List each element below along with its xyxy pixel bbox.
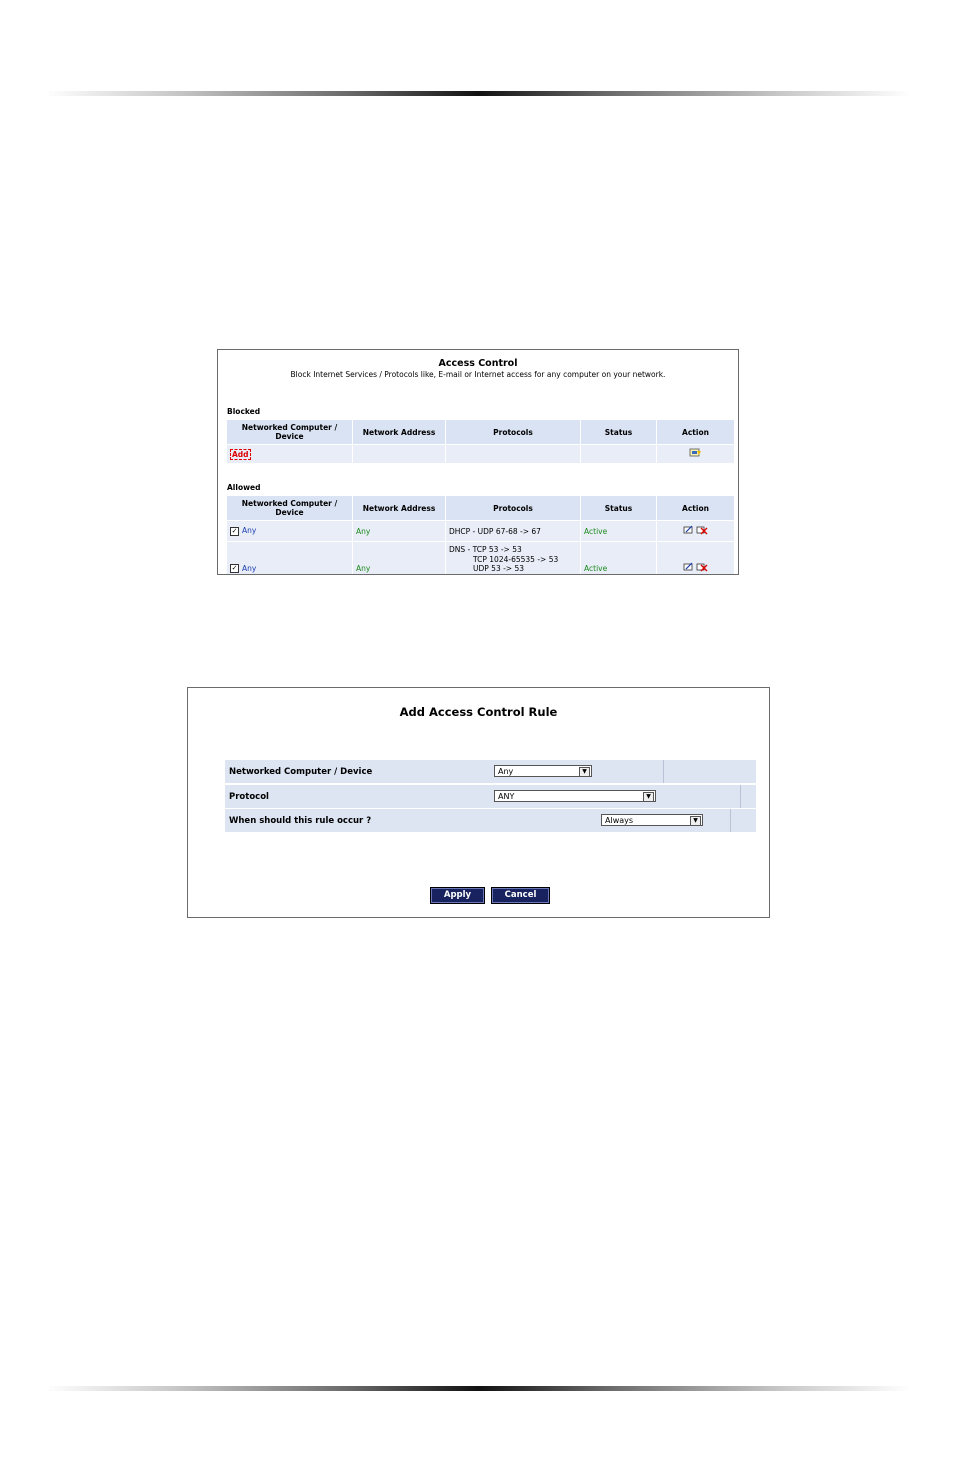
protocol-select-value: ANY — [498, 792, 515, 801]
cell-divider — [730, 809, 731, 832]
column-header: Action — [657, 420, 734, 444]
add-rule-panel — [187, 687, 770, 918]
schedule-label: When should this rule occur ? — [229, 816, 372, 826]
edit-icon[interactable] — [683, 562, 694, 572]
table-header-row — [227, 496, 734, 520]
chevron-down-icon: ▼ — [690, 816, 701, 826]
protocols: DHCP - UDP 67-68 -> 67 — [446, 521, 580, 541]
enable-checkbox[interactable]: ✓ — [231, 526, 238, 535]
schedule-select[interactable] — [601, 814, 703, 826]
protocol-row — [225, 785, 756, 808]
top-divider — [45, 91, 911, 96]
chevron-down-icon: ▼ — [643, 792, 654, 802]
table-header-row — [227, 420, 734, 444]
column-header: Networked Computer / Device — [227, 420, 352, 444]
device-label: Networked Computer / Device — [229, 767, 373, 777]
dialog-title: Add Access Control Rule — [399, 705, 558, 719]
network-address: Any — [353, 542, 445, 575]
network-address: Any — [353, 521, 445, 541]
column-header: Network Address — [353, 420, 445, 444]
chevron-down-icon: ▼ — [579, 767, 590, 777]
protocols — [446, 542, 580, 575]
protocol-line: TCP 1024-65535 -> 53 — [473, 554, 559, 564]
device-select-value: Any — [498, 767, 514, 776]
column-header: Status — [581, 420, 656, 444]
allowed-section-label: Allowed — [227, 483, 261, 492]
add-link[interactable]: Add — [232, 449, 249, 459]
protocol-select[interactable] — [494, 790, 656, 802]
column-header: Network Address — [353, 496, 445, 520]
delete-icon[interactable] — [696, 525, 708, 535]
column-header: Networked Computer / Device — [227, 496, 352, 520]
cancel-button[interactable]: Cancel — [491, 887, 550, 904]
protocol-line: UDP 53 -> 53 — [473, 564, 525, 574]
page-title: Access Control — [438, 358, 518, 369]
protocol-label: Protocol — [229, 792, 269, 802]
status: Active — [581, 542, 656, 575]
delete-icon[interactable] — [696, 562, 708, 572]
device-select[interactable] — [494, 765, 592, 777]
column-header: Protocols — [446, 420, 580, 444]
protocol-line: DNS - TCP 53 -> 53 — [449, 545, 522, 555]
device-row — [225, 760, 756, 783]
allowed-table — [226, 495, 735, 575]
cell-divider — [663, 760, 664, 783]
device-name: Any — [242, 563, 257, 573]
bottom-divider — [45, 1386, 911, 1391]
table-row — [227, 542, 734, 575]
status: Active — [581, 521, 656, 541]
column-header: Action — [657, 496, 734, 520]
blocked-table — [226, 419, 735, 464]
access-control-panel — [217, 349, 739, 575]
apply-button[interactable]: Apply — [430, 887, 485, 904]
add-rule-icon[interactable] — [689, 448, 702, 458]
schedule-select-value: Always — [605, 816, 634, 825]
edit-icon[interactable] — [683, 525, 694, 535]
enable-checkbox[interactable]: ✓ — [231, 564, 238, 572]
device-name: Any — [242, 526, 257, 536]
column-header: Protocols — [446, 496, 580, 520]
schedule-row — [225, 809, 756, 832]
page-description: Block Internet Services / Protocols like, E-mail or Internet access for any computer on your network. — [290, 370, 666, 379]
table-row — [227, 521, 734, 541]
table-row — [227, 445, 734, 463]
blocked-section-label: Blocked — [227, 407, 261, 416]
column-header: Status — [581, 496, 656, 520]
cell-divider — [740, 785, 741, 808]
